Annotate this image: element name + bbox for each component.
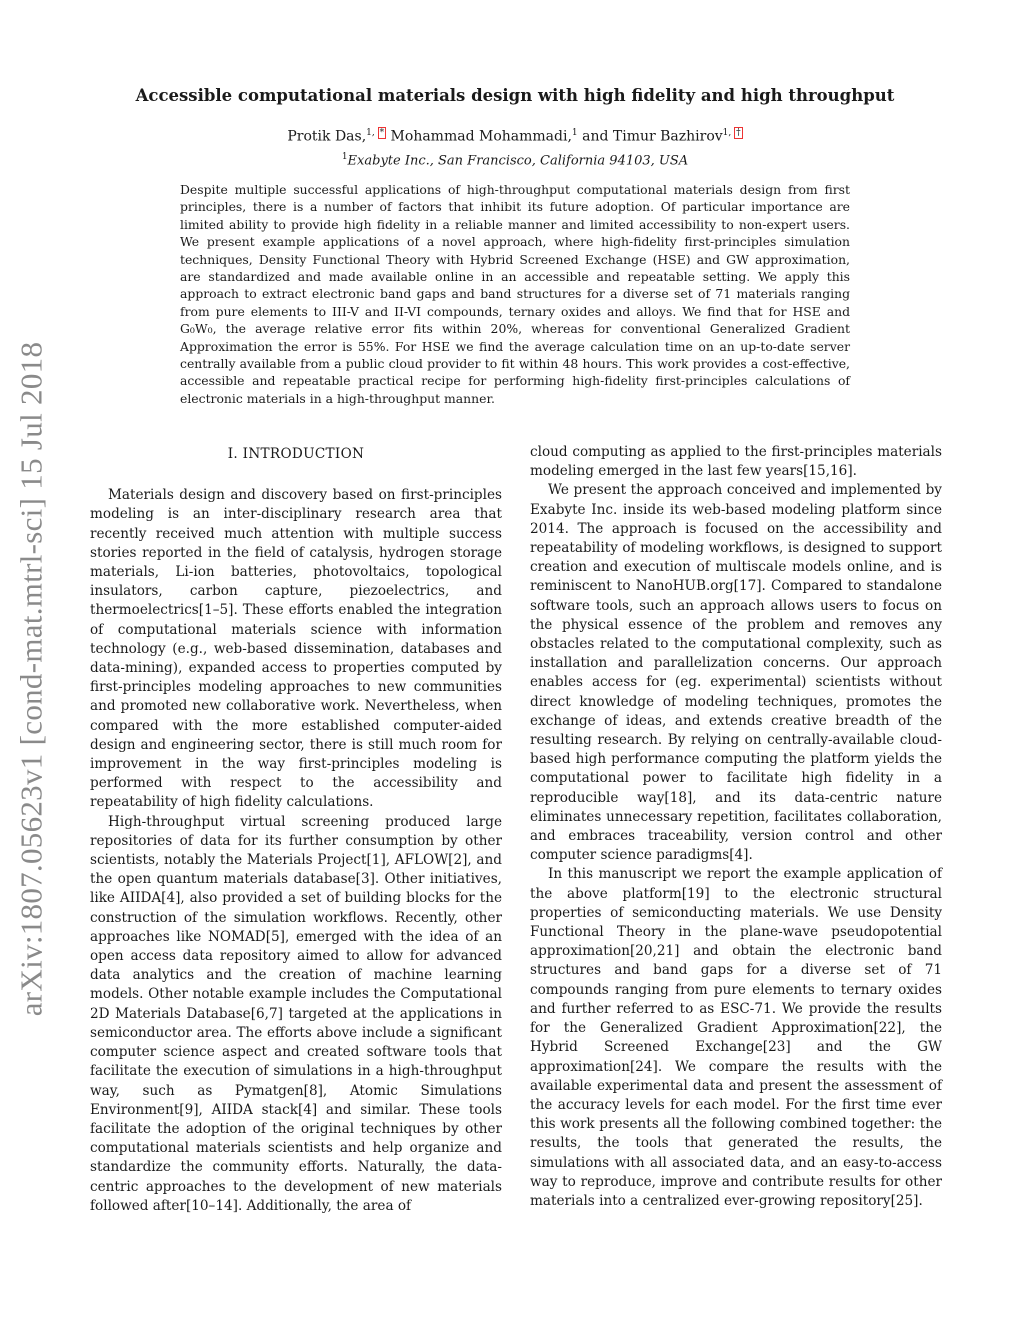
right-column xyxy=(530,443,942,1211)
intro-paragraph-1: Materials design and discovery based on first-principles modeling is an inter-disciplinary research area that recently received much attention with multiple success stories reported in the field of catalysis, hydrogen storage materials, Li-ion batteries, photovoltaics, topological insulators, carbon capture, piezoelectrics, and thermoelectrics[1–5]. These efforts enabled the integration of computational materials science with information technology (e.g., web-based dissemination, databases and data-mining), expanded access to properties computed by first-principles modeling approaches to new communities and promoted new collaborative work. Nevertheless, when compared with the more established computer-aided design and engineering sector, there is still much room for improvement in the way first-principles modeling is performed with respect to the accessibility and repeatability of high fidelity calculations. xyxy=(90,487,502,811)
affiliation xyxy=(90,152,940,168)
arxiv-id-text: arXiv:1807.05623v1 [cond-mat.mtrl-sci] 15 Jul 2018 xyxy=(13,341,49,1017)
paper-title: Accessible computational materials design with high fidelity and high throughput xyxy=(135,86,895,105)
author-3-footnote-link[interactable]: † xyxy=(736,128,741,138)
affiliation-text: Exabyte Inc., San Francisco, California 94103, USA xyxy=(347,153,689,169)
author-3-affil: 1, xyxy=(722,128,735,138)
author-1-name: Protik Das, xyxy=(287,128,367,145)
author-1-footnote-link[interactable]: * xyxy=(379,128,385,138)
section-heading-introduction: I. INTRODUCTION xyxy=(227,446,365,462)
author-1-affil: 1, xyxy=(366,128,378,138)
author-list xyxy=(90,128,940,145)
abstract: Despite multiple successful applications of high-throughput computational materials design from first principles, there is a number of factors that inhibit its future adoption. Of particular importance are limited ability to provide high fidelity in a reliable manner and limited accessibility to non-expert users. We present example applications of a novel approach, where high-fidelity first-principles simulation techniques, Density Functional Theory with Hybrid Screened Exchange (HSE) and GW approximation, are standardized and made available online in an accessible and repeatable setting. We apply this approach to extract electronic band gaps and band structures for a diverse set of 71 materials ranging from pure elements to III-V and II-VI compounds, ternary oxides and alloys. We find that for HSE and G₀W₀, the average relative error fits within 20%, whereas for conventional Generalized Gradient Approximation the error is 55%. For HSE we find the average calculation time on an up-to-date server centrally available from a public cloud provider to fit within 48 hours. This work provides a cost-effective, accessible and repeatable practical recipe for performing high-fidelity first-principles calculations of electronic materials in a high-throughput manner. xyxy=(180,182,850,406)
author-2-name: Mohammad Mohammadi, xyxy=(386,128,572,145)
arxiv-identifier xyxy=(14,318,48,1040)
intro-paragraph-4: In this manuscript we report the example application of the above platform[19] to the electronic structural properties of semiconducting materials. We use Density Functional Theory in the plane-wave pseudopotential approximation[20,21] and obtain the electronic band structures and band gaps for a diverse set of 71 compounds ranging from pure elements to ternary oxides and further referred to as ESC-71. We provide the results for the Generalized Gradient Approximation[22], the Hybrid Screened Exchange[23] and the GW approximation[24]. We compare the results with the available experimental data and present the assessment of the accuracy levels for each model. For the first time ever this work presents all the following combined together: the results, the tools that generated the results, the simulations with all associated data, and an easy-to-access way to reproduce, improve and contribute results for other materials into a centralized ever-growing repository[25]. xyxy=(530,866,942,1209)
author-3-name: and Timur Bazhirov xyxy=(577,128,723,145)
left-column xyxy=(90,443,502,1216)
intro-paragraph-continued: cloud computing as applied to the first-principles materials modeling emerged in the last few years[15,16]. xyxy=(530,444,942,480)
intro-paragraph-3: We present the approach conceived and implemented by Exabyte Inc. inside its web-based modeling platform since 2014. The approach is focused on the accessibility and repeatability of modeling workflows, is designed to support creation and execution of multiscale models online, and is reminiscent to NanoHUB.org[17]. Compared to standalone software tools, such an approach allows users to focus on the physical essence of the problem and removes any obstacles related to the computational complexity, such as installation and parallelization concerns. Our approach enables access for (eg. experimental) scientists without direct knowledge of modeling techniques, promotes the exchange of ideas, and extends creative breadth of the resulting research. By relying on centrally-available cloud-based high performance computing the platform yields the computational power to facilitate high fidelity in a reproducible way[18], and its data-centric nature eliminates unnecessary repetition, facilitates collaboration, and embraces traceability, version control and other computer science paradigms[4]. xyxy=(530,482,942,864)
intro-paragraph-2: High-throughput virtual screening produced large repositories of data for its further consumption by other scientists, notably the Materials Project[1], AFLOW[2], and the open quantum materials database[3]. Other initiatives, like AIIDA[4], also provided a set of building blocks for the construction of the simulation workflows. Recently, other approaches like NOMAD[5], emerged with the idea of an open access data repository aimed to allow for advanced data analytics and the creation of machine learning models. Other notable example includes the Computational 2D Materials Database[6,7] targeted at the applications in semiconductor area. The efforts above include a significant computer science aspect and created software tools that facilitate the execution of simulations in a high-throughput way, such as Pymatgen[8], Atomic Simulations Environment[9], AIIDA stack[4] and similar. These tools facilitate the adoption of the original techniques by other computational materials scientists and help organize and standardize the community efforts. Naturally, the data-centric approaches to the development of new materials followed after[10–14]. Additionally, the area of xyxy=(90,813,502,1214)
affiliation-number: 1 xyxy=(341,152,348,162)
author-2-affil: 1 xyxy=(571,128,578,138)
